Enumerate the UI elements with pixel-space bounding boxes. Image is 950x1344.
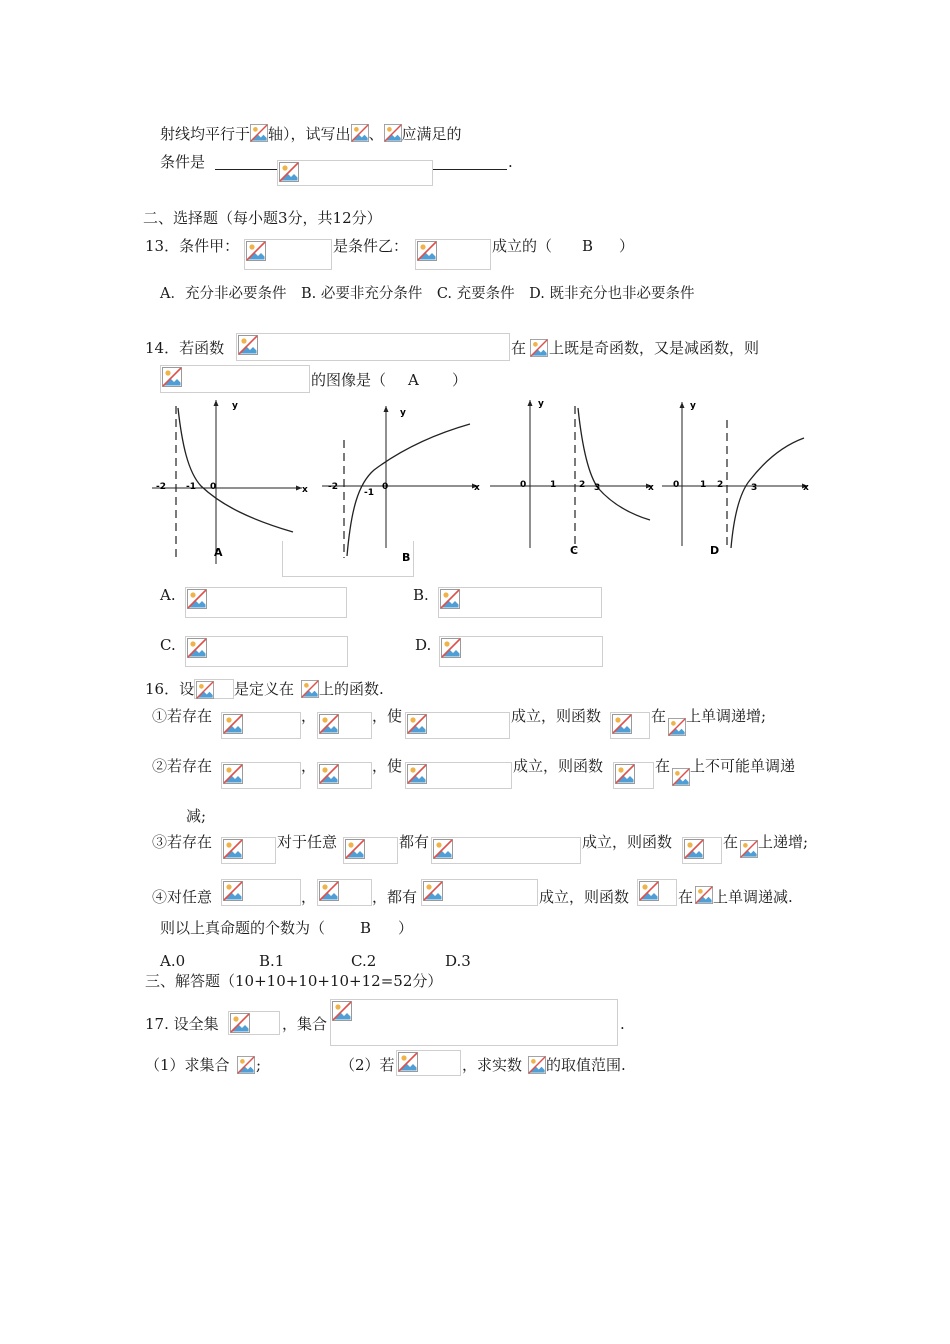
q16-text: 上的函数. — [319, 680, 384, 698]
option-b-label: B. — [413, 586, 429, 604]
broken-image-icon — [223, 714, 243, 734]
s4-text: 成立，则函数 — [539, 888, 630, 906]
q16-option: B.1 — [259, 952, 285, 970]
curve — [578, 408, 650, 520]
q12-condition-label: 条件是 — [160, 153, 206, 171]
graph-a — [152, 396, 308, 566]
arrow — [214, 400, 219, 406]
formula-image — [431, 837, 581, 864]
s3-text: 对于任意 — [277, 833, 338, 851]
q16-answer: B — [360, 919, 372, 937]
formula-image — [228, 1011, 280, 1035]
formula-image — [185, 636, 348, 667]
option-c-label: C. — [160, 636, 176, 654]
s3-text: 在 — [723, 833, 739, 851]
s4-text: ， — [301, 888, 317, 906]
arrow — [384, 406, 389, 412]
formula-image — [221, 762, 301, 789]
tick-label: 0 — [382, 482, 389, 492]
q12-line1 — [160, 124, 462, 144]
graph-c — [490, 396, 652, 566]
broken-image-icon — [417, 241, 437, 261]
broken-image-icon — [423, 881, 443, 901]
s2-text: ， — [301, 757, 317, 775]
q13-text: 13．条件甲： — [145, 237, 240, 255]
section-heading: 二、选择题（每小题3分，共12分） — [143, 209, 382, 227]
underline — [215, 169, 277, 170]
formula-image — [439, 636, 603, 667]
broken-image-icon — [238, 335, 258, 355]
formula-image — [317, 712, 372, 739]
s1-text: ，使 — [372, 707, 403, 725]
broken-image-icon — [319, 764, 339, 784]
q17-text: ，集合 — [282, 1015, 328, 1033]
s4-text: ，都有 — [372, 888, 418, 906]
s4-text: 在 — [678, 888, 694, 906]
axis-label-x: x — [302, 485, 308, 495]
q12-text: 、 — [368, 125, 384, 143]
formula-image — [610, 712, 650, 739]
option-a-label: A. — [160, 586, 176, 604]
q14-text: 上既是奇函数，又是减函数，则 — [549, 339, 760, 357]
broken-image-icon — [223, 839, 243, 859]
q16-option: A.0 — [160, 952, 186, 970]
q14-text: 14．若函数 — [145, 339, 225, 357]
s3-text: 成立，则函数 — [582, 833, 673, 851]
arrow — [680, 402, 685, 408]
formula-image — [405, 762, 512, 789]
formula-image — [637, 879, 677, 906]
broken-image-icon — [301, 680, 319, 698]
s4-text: ④对任意 — [152, 888, 213, 906]
broken-image-icon — [398, 1052, 418, 1072]
axis-label-x: x — [648, 483, 654, 493]
broken-image-icon — [237, 1056, 255, 1074]
arrow — [528, 400, 533, 406]
axis-label-x: x — [474, 483, 480, 493]
q17-text: ; — [256, 1056, 262, 1074]
formula-image — [244, 239, 332, 270]
broken-image-icon — [250, 124, 268, 142]
tick-label: 2 — [579, 480, 586, 490]
tick-label: -2 — [156, 482, 166, 492]
s3-text: 上递增; — [758, 833, 809, 851]
s2-text: 上不可能单调递 — [690, 757, 796, 775]
broken-image-icon — [612, 714, 632, 734]
q14-answer: A — [408, 371, 419, 389]
tick-label: -2 — [328, 482, 338, 492]
broken-image-icon — [528, 1056, 546, 1074]
graph-b — [322, 400, 480, 570]
s2-text: 减; — [186, 807, 207, 825]
broken-image-icon — [187, 638, 207, 658]
graph-label: C — [570, 544, 579, 557]
broken-image-icon — [319, 881, 339, 901]
tick-label: 0 — [673, 480, 680, 490]
q16-option: C.2 — [351, 952, 377, 970]
q17-text: 的取值范围. — [546, 1056, 626, 1074]
q17-text: 17. 设全集 — [145, 1015, 219, 1033]
q17-text: . — [620, 1015, 625, 1033]
s1-text: 成立，则函数 — [511, 707, 602, 725]
axis-label-y: y — [232, 401, 238, 411]
axis-label-y: y — [538, 399, 544, 409]
q16-text: 则以上真命题的个数为（ — [160, 919, 326, 937]
q17-part2: （2）若 — [340, 1056, 395, 1074]
broken-image-icon — [639, 881, 659, 901]
s2-text: 成立，则函数 — [513, 757, 604, 775]
broken-image-icon — [384, 124, 402, 142]
q13-text: 成立的（ — [492, 237, 553, 255]
q12-text: 应满足的 — [401, 125, 462, 143]
q16-text: ） — [398, 919, 414, 937]
broken-image-icon — [441, 638, 461, 658]
formula-image — [405, 712, 510, 739]
q13-options: A．充分非必要条件 B. 必要非充分条件 C. 充要条件 D. 既非充分也非必要条件 — [160, 286, 695, 302]
q16-option: D.3 — [445, 952, 471, 970]
graph-label: B — [402, 551, 411, 564]
formula-image — [438, 587, 602, 618]
formula-image — [221, 712, 301, 739]
broken-image-icon — [695, 886, 713, 904]
formula-image — [160, 365, 310, 393]
formula-image — [343, 837, 398, 864]
s2-text: ②若存在 — [152, 757, 213, 775]
broken-image-icon — [668, 718, 686, 736]
formula-image — [421, 879, 538, 906]
formula-image — [396, 1050, 461, 1076]
broken-image-icon — [279, 162, 299, 182]
s1-text: 上单调递增; — [686, 707, 767, 725]
s3-text: 都有 — [399, 833, 430, 851]
broken-image-icon — [223, 881, 243, 901]
broken-image-icon — [440, 589, 460, 609]
formula-image — [194, 679, 234, 699]
broken-image-icon — [319, 714, 339, 734]
s2-text: ，使 — [372, 757, 403, 775]
tick-label: 1 — [700, 480, 707, 490]
broken-image-icon — [351, 124, 369, 142]
formula-image — [330, 999, 618, 1046]
graph-label: A — [214, 546, 223, 559]
formula-image — [682, 837, 722, 864]
formula-image — [221, 837, 276, 864]
curve — [178, 408, 293, 532]
s1-text: 在 — [651, 707, 667, 725]
tick-label: 1 — [550, 480, 557, 490]
formula-image — [317, 762, 372, 789]
broken-image-icon — [230, 1013, 250, 1033]
broken-image-icon — [246, 241, 266, 261]
broken-image-icon — [407, 764, 427, 784]
q12-period: . — [508, 153, 513, 171]
axis-label-y: y — [690, 401, 696, 411]
broken-image-icon — [332, 1001, 352, 1021]
q13-text: ） — [619, 237, 635, 255]
q14-text: 在 — [511, 339, 527, 357]
formula-image — [415, 239, 491, 270]
q16-text: 是定义在 — [234, 680, 295, 698]
formula-image — [277, 160, 433, 186]
q13-text: 是条件乙： — [333, 237, 409, 255]
s3-text: ③若存在 — [152, 833, 213, 851]
q17-part1: （1）求集合 — [145, 1056, 230, 1074]
q14-text: ） — [452, 371, 468, 389]
tick-label: 0 — [210, 482, 217, 492]
axis-label-x: x — [803, 483, 809, 493]
formula-image — [221, 879, 301, 906]
broken-image-icon — [740, 840, 758, 858]
q14-text: 的图像是（ — [311, 371, 387, 389]
broken-image-icon — [672, 768, 690, 786]
q16-text: 16．设 — [145, 680, 195, 698]
formula-image — [613, 762, 654, 789]
s1-text: ， — [301, 707, 317, 725]
formula-image — [317, 879, 372, 906]
broken-image-icon — [345, 839, 365, 859]
underline — [433, 169, 507, 170]
s2-text: 在 — [655, 757, 671, 775]
broken-image-icon — [615, 764, 635, 784]
formula-image — [185, 587, 347, 618]
broken-image-icon — [684, 839, 704, 859]
tick-label: 3 — [594, 483, 601, 493]
broken-image-icon — [187, 589, 207, 609]
tick-label: -1 — [364, 488, 374, 498]
s4-text: 上单调递减. — [713, 888, 793, 906]
section-heading: 三、解答题（10+10+10+10+12=52分） — [145, 972, 443, 990]
tick-label: -1 — [186, 482, 196, 492]
broken-image-icon — [196, 681, 214, 699]
q12-text: 轴），试写出 — [268, 125, 351, 143]
q17-text: ，求实数 — [462, 1056, 523, 1074]
q13-answer: B — [582, 237, 594, 255]
formula-image — [236, 333, 510, 361]
broken-image-icon — [223, 764, 243, 784]
curve — [731, 438, 804, 548]
broken-image-icon — [433, 839, 453, 859]
tick-label: 0 — [520, 480, 527, 490]
graph-label: D — [710, 544, 720, 557]
s1-text: ①若存在 — [152, 707, 213, 725]
axis-label-y: y — [400, 408, 406, 418]
broken-image-icon — [407, 714, 427, 734]
tick-label: 2 — [717, 480, 724, 490]
graph-d — [662, 396, 810, 566]
option-d-label: D. — [415, 636, 432, 654]
tick-label: 3 — [751, 483, 758, 493]
q12-text: 射线均平行于 — [160, 125, 251, 143]
broken-image-icon — [530, 339, 548, 357]
broken-image-icon — [162, 367, 182, 387]
